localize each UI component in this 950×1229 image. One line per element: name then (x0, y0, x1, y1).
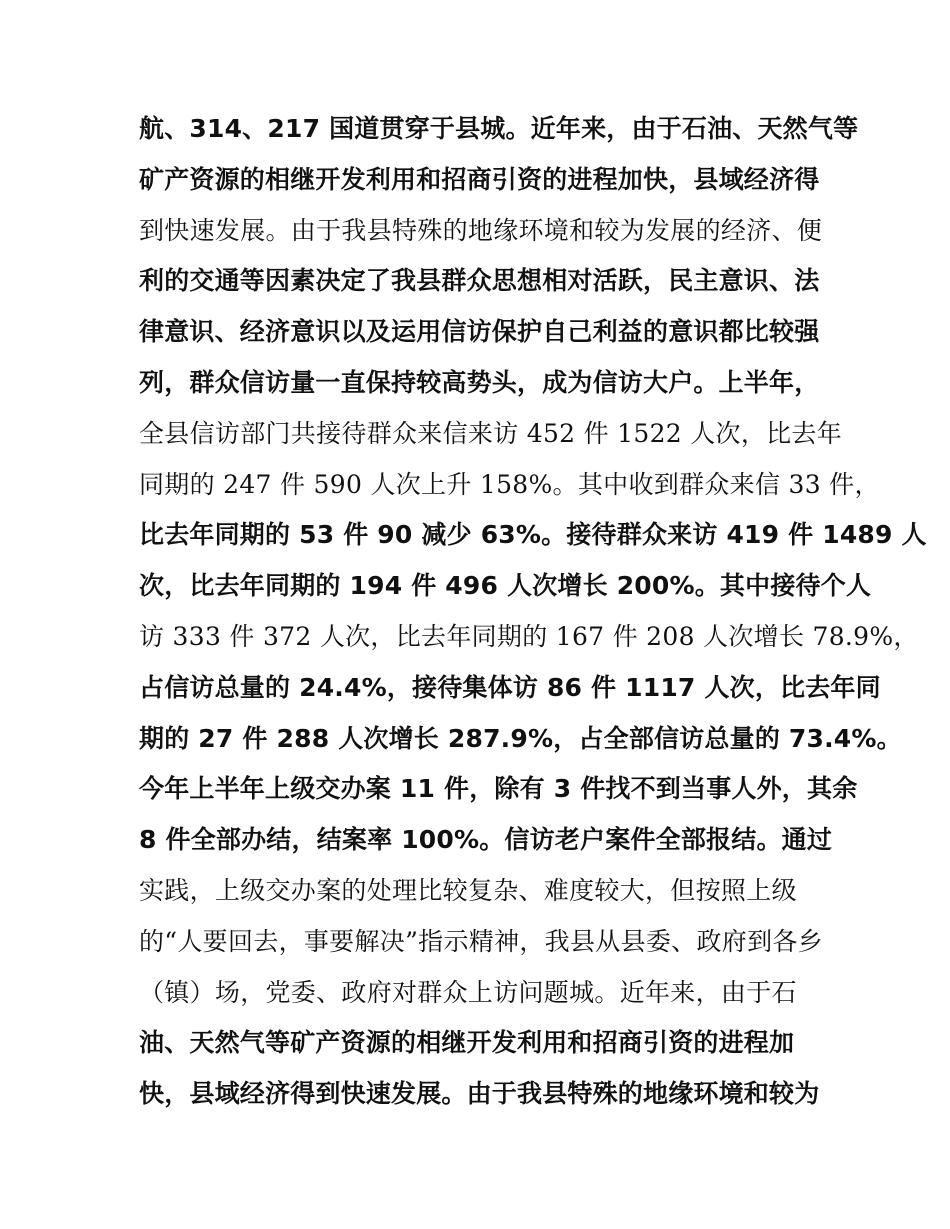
text-line: 期的 27 件 288 人次增长 287.9%，占全部信访总量的 73.4%。 (139, 723, 902, 753)
text-line: 矿产资源的相继开发利用和招商引资的进程加快，县域经济得 (139, 164, 820, 194)
text-line: 全县信访部门共接待群众来信来访 452 件 1522 人次，比去年 (139, 418, 843, 448)
text-line: 今年上半年上级交办案 11 件，除有 3 件找不到当事人外，其余 (139, 774, 858, 804)
text-line: 油、天然气等矿产资源的相继开发利用和招商引资的进程加 (139, 1028, 795, 1058)
text-line: 访 333 件 372 人次，比去年同期的 167 件 208 人次增长 78.9%， (139, 621, 919, 651)
text-line: 快，县域经济得到快速发展。由于我县特殊的地缘环境和较为 (139, 1079, 820, 1109)
text-line: 占信访总量的 24.4%，接待集体访 86 件 1117 人次，比去年同 (139, 672, 881, 702)
text-line: 航、314、217 国道贯穿于县城。近年来，由于石油、天然气等 (139, 114, 859, 143)
text-line: 比去年同期的 53 件 90 减少 63%。接待群众来访 419 件 1489 人 (139, 520, 927, 550)
body-text (139, 104, 927, 1120)
text-line: 同期的 247 件 590 人次上升 158%。其中收到群众来信 33 件， (139, 469, 880, 499)
text-line: （镇）场，党委、政府对群众上访问题城。近年来，由于石 (139, 977, 797, 1007)
text-line: 利的交通等因素决定了我县群众思想相对活跃，民主意识、法 (139, 266, 820, 296)
text-line: 8 件全部办结，结案率 100%。信访老户案件全部报结。通过 (139, 825, 833, 855)
text-line: 的“人要回去，事要解决”指示精神，我县从县委、政府到各乡 (139, 926, 823, 956)
text-line: 律意识、经济意识以及运用信访保护自己利益的意识都比较强 (139, 317, 820, 347)
text-line: 到快速发展。由于我县特殊的地缘环境和较为发展的经济、便 (139, 215, 823, 245)
text-line: 次，比去年同期的 194 件 496 人次增长 200%。其中接待个人 (139, 571, 872, 601)
text-line: 实践，上级交办案的处理比较复杂、难度较大，但按照上级 (139, 875, 797, 905)
text-line: 列，群众信访量一直保持较高势头，成为信访大户。上半年， (139, 367, 820, 397)
